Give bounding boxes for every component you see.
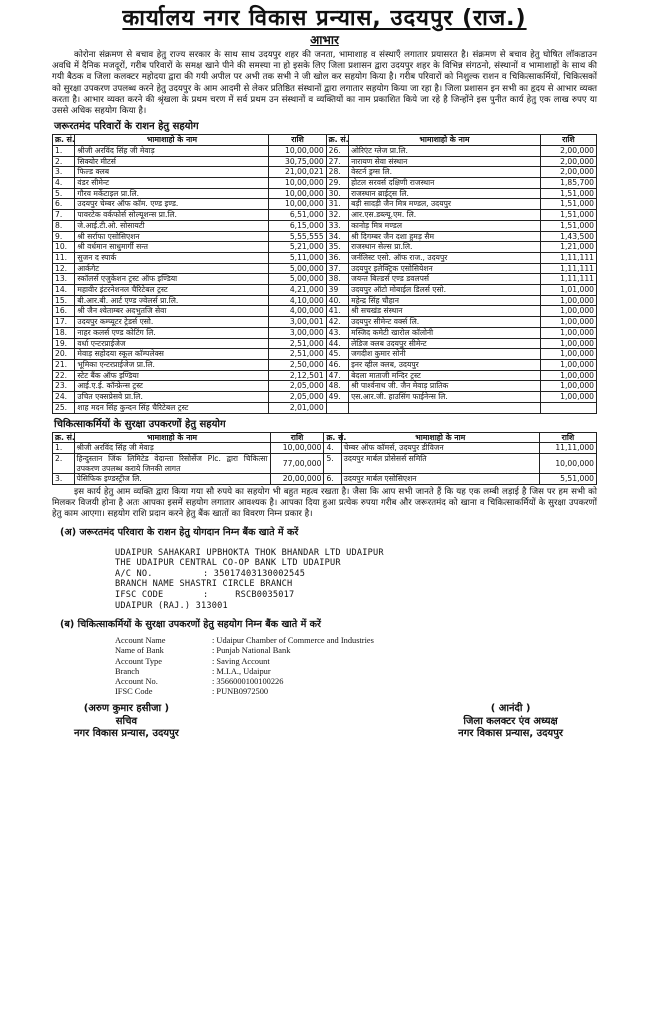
cell-sn: 25. (53, 402, 75, 413)
cell-name: इनर व्हील क्लब, उदयपुर (349, 359, 541, 370)
table-row: 3. पेसिफिक इण्डस्ट्रीज लि. 20,00,000 6. उदयपुर मार्बल एसोसिएशन 5,51,000 (53, 474, 597, 485)
cell-sn: 3. (53, 167, 75, 178)
cell-sn: 21. (53, 359, 75, 370)
cell-amount: 1,11,111 (540, 274, 596, 285)
signature-right: ( आनंदी ) जिला कलक्टर एंव अध्यक्ष नगर विकास प्रन्यास, उदयपुर (458, 703, 563, 740)
cell-name: मस्जिद कमेटी खारोल कॉलोनी (349, 327, 541, 338)
cell-amount: 30,75,000 (269, 156, 326, 167)
cell-sn: 24. (53, 392, 75, 403)
cell-amount: 1,00,000 (540, 295, 596, 306)
cell-name: जे.आई.टी.ओ. सोसायटी (75, 220, 269, 231)
bank-b-row (115, 667, 597, 677)
bank-b-label: IFSC Code (115, 687, 153, 697)
cell-sn: 49. (326, 392, 348, 403)
cell-sn: 32. (326, 210, 348, 221)
cell-name: नारायण सेवा संस्थान (349, 156, 541, 167)
cell-amount (540, 402, 596, 413)
cell-amount: 2,00,000 (540, 167, 596, 178)
cell-amount: 21,00,021 (269, 167, 326, 178)
cell-sn: 7. (53, 210, 75, 221)
bank-a-acno: A/C NO. : 35017403130002545 (115, 568, 306, 579)
cell-sn (326, 402, 348, 413)
cell-sn: 18. (53, 327, 75, 338)
bank-b-value: : M.I.A., Udaipur (212, 666, 271, 676)
signature-left: (अरुण कुमार हसीजा ) सचिव नगर विकास प्रन्यास, उदयपुर (74, 703, 179, 740)
cell-amount: 1,51,000 (540, 210, 596, 221)
cell-sn: 4. (53, 178, 75, 189)
col-name: भामाशाहो के नाम (349, 135, 541, 146)
table-row (53, 381, 597, 392)
cell-sn: 47. (326, 370, 348, 381)
col-sn: क्र. सं. (53, 432, 75, 443)
cell-sn: 17. (53, 317, 75, 328)
cell-amount: 10,00,000 (269, 188, 326, 199)
cell-name: भूमिका एन्टरप्राईजेज प्रा.लि. (75, 359, 269, 370)
cell-sn: 14. (53, 285, 75, 296)
cell-amount: 2,12,501 (269, 370, 326, 381)
col-name: भामाशाहो के नाम (341, 432, 539, 443)
cell-name: जगदीश कुमार सोनी (349, 349, 541, 360)
table-row (53, 338, 597, 349)
cell-name: महावीर इंटरनेशनल चैरिटेबल ट्रस्ट (75, 285, 269, 296)
cell-name: वंडर सीमेन्ट (75, 178, 269, 189)
cell-name: आर.एस.डब्ल्यू.एम. लि. (349, 210, 541, 221)
bank-a-line1: UDAIPUR SAHAKARI UPBHOKTA THOK BHANDAR LTD UDAIPUR (115, 547, 384, 558)
cell-sn: 46. (326, 359, 348, 370)
cell-amount: 10,00,000 (269, 178, 326, 189)
cell-amount: 10,00,000 (269, 145, 326, 156)
cell-name: होटल सरवर्स दक्षिणी राजस्थान (349, 178, 541, 189)
medical-heading: चिकित्साकर्मियों के सुरक्षा उपकरणों हेतु सहयोग (54, 418, 226, 430)
cell-name: शाह मदन सिंह कुन्दन सिंह चैरिटेबल ट्रस्ट (75, 402, 269, 413)
bank-a-ifsc: IFSC CODE : RSCB0035017 (115, 590, 295, 600)
cell-sn: 33. (326, 220, 348, 231)
cell-amount: 1,00,000 (540, 349, 596, 360)
cell-amount: 2,05,000 (269, 381, 326, 392)
cell-sn: 8. (53, 220, 75, 231)
cell-amount: 4,21,000 (269, 285, 326, 296)
cell-sn: 19. (53, 338, 75, 349)
table-row (53, 306, 597, 317)
cell-amount: 2,50,000 (269, 359, 326, 370)
table-row (53, 231, 597, 242)
cell-sn: 30. (326, 188, 348, 199)
col-amount: राशि (269, 135, 326, 146)
cell-name: नाहर कलर्स एण्ड कोटिंग लि. (75, 327, 269, 338)
bank-b-value: : Udaipur Chamber of Commerce and Industries (212, 636, 374, 646)
cell-amount: 2,00,000 (540, 156, 596, 167)
cell-amount: 6,51,000 (269, 210, 326, 221)
cell-name: जयन्त बिल्डर्स एण्ड डवलपर्स (349, 274, 541, 285)
bank-b-label: Branch (115, 666, 140, 676)
cell-amount: 1,11,111 (540, 263, 596, 274)
cell-sn: 45. (326, 349, 348, 360)
cell-name: राजस्थान ब्राईट्स लि. (349, 188, 541, 199)
table-row (53, 349, 597, 360)
cell-sn: 5. (53, 188, 75, 199)
table-row (53, 370, 597, 381)
table-row (53, 274, 597, 285)
cell-sn: 39 (326, 285, 348, 296)
bank-b-details (115, 636, 597, 697)
medical-table-header (53, 432, 597, 443)
col-sn: क्र. सं. (324, 432, 341, 443)
table-row (53, 252, 597, 263)
table-row (53, 188, 597, 199)
cell-sn: 16. (53, 306, 75, 317)
cell-name: श्री सचखंड संस्थान (349, 306, 541, 317)
cell-sn: 12. (53, 263, 75, 274)
table-row (53, 317, 597, 328)
bank-a-line2: THE UDAIPUR CENTRAL CO-OP BANK LTD UDAIPUR (115, 558, 341, 569)
cell-sn: 41. (326, 306, 348, 317)
cell-amount: 3,00,001 (269, 317, 326, 328)
cell-sn: 15. (53, 295, 75, 306)
cell-sn: 48. (326, 381, 348, 392)
cell-sn: 37. (326, 263, 348, 274)
table-row: 2. हिन्दुस्तान जिंक लिमिटेड वेदान्ता रिसोर्सेज Plc. द्वारा चिकित्सा उपकरण उपलब्ध कराये जिनकी लागत 77,00,000 5. उदयपुर मार्बल प्रोसेसर्स समिति 10,00,000 (53, 453, 597, 473)
cell-amount: 10,00,000 (269, 199, 326, 210)
cell-name: आर्कगेट (75, 263, 269, 274)
cell-sn: 35. (326, 242, 348, 253)
cell-amount: 4,10,000 (269, 295, 326, 306)
cell-amount: 1,00,000 (540, 306, 596, 317)
col-name: भामाशाहो के नाम (74, 432, 270, 443)
cell-sn: 10. (53, 242, 75, 253)
cell-name: श्री पार्श्वनाथ जी. जैन मेवाड़ प्रातिक (349, 381, 541, 392)
bank-b-value: : 3566000100100226 (212, 677, 284, 686)
cell-name: उदयपुर कम्प्यूटर ट्रेडर्स एसो. (75, 317, 269, 328)
table-row (53, 156, 597, 167)
cell-sn: 11. (53, 252, 75, 263)
cell-amount: 1,00,000 (540, 338, 596, 349)
table-row (53, 295, 597, 306)
signature-block (52, 703, 597, 741)
cell-sn: 34. (326, 231, 348, 242)
bank-b-row (115, 636, 597, 646)
cell-amount: 1,00,000 (540, 317, 596, 328)
bank-a-details (115, 548, 597, 612)
cell-amount: 1,00,000 (540, 370, 596, 381)
cell-amount: 1,85,700 (540, 178, 596, 189)
cell-name: बेदला माताजी मन्दिर ट्रस्ट (349, 370, 541, 381)
bank-b-value: : Saving Account (212, 656, 270, 666)
table-row (53, 199, 597, 210)
cell-name: उदयपुर ऑटो मोबाईल डिलर्स एसो. (349, 285, 541, 296)
ration-heading: जरूरतमंद परिवारों के राशन हेतु सहयोग (54, 121, 199, 133)
cell-amount: 3,00,000 (269, 327, 326, 338)
cell-name: सुजन द स्पार्क (75, 252, 269, 263)
cell-amount: 5,11,000 (269, 252, 326, 263)
bank-b-label: Account Type (115, 656, 162, 666)
cell-name (349, 402, 541, 413)
bank-a-pin: UDAIPUR (RAJ.) 313001 (115, 600, 228, 611)
col-amount: राशि (270, 432, 324, 443)
cell-name: श्री सर्राफा एसोसिएशन (75, 231, 269, 242)
table-row (53, 242, 597, 253)
cell-name: एस.आर.जी. हाउसिंग फाईनेन्स लि. (349, 392, 541, 403)
cell-name: सिक्योर मीटर्स (75, 156, 269, 167)
ration-table (52, 134, 597, 413)
bank-b-row (115, 657, 597, 667)
cell-amount: 5,00,000 (269, 263, 326, 274)
cell-amount: 2,01,000 (269, 402, 326, 413)
cell-amount: 1,43,500 (540, 231, 596, 242)
table-row (53, 285, 597, 296)
cell-name: मेवाड़ सहोदया स्कूल कॉम्पलेक्स (75, 349, 269, 360)
cell-name: श्री जैन श्वेताम्बर अदभुतजि सेवा (75, 306, 269, 317)
table-row (53, 210, 597, 221)
bank-b-label: Account Name (115, 636, 166, 646)
col-name: भामाशाहो के नाम (75, 135, 269, 146)
cell-sn: 9. (53, 231, 75, 242)
cell-name: स्टेट बैंक ऑफ इण्डिया (75, 370, 269, 381)
cell-name: उदयपुर सीमेन्ट वर्क्स लि. (349, 317, 541, 328)
cell-sn: 38. (326, 274, 348, 285)
table-row (53, 178, 597, 189)
cell-amount: 1,21,000 (540, 242, 596, 253)
cell-amount: 1,51,000 (540, 199, 596, 210)
table-row (53, 327, 597, 338)
col-amount: राशि (539, 432, 596, 443)
cell-amount: 2,51,000 (269, 349, 326, 360)
cell-sn: 20. (53, 349, 75, 360)
table-row (53, 167, 597, 178)
cell-sn: 43. (326, 327, 348, 338)
cell-name: लेडिज क्लब उदयपुर सीमेन्ट (349, 338, 541, 349)
table-row (53, 392, 597, 403)
cell-amount: 2,00,000 (540, 145, 596, 156)
bank-a-heading: (अ) जरूरतमंद परिवारा के राशन हेतु योगदान निम्न बैंक खाते में करें (60, 526, 299, 538)
bank-b-row (115, 646, 597, 656)
cell-amount: 1,11,111 (540, 252, 596, 263)
cell-sn: 42. (326, 317, 348, 328)
cell-amount: 1,51,000 (540, 188, 596, 199)
page-subtitle: आभार (310, 33, 339, 47)
bank-b-row (115, 687, 597, 697)
cell-name: श्री दिगम्बर जैन दशा हुमड़ सैम (349, 231, 541, 242)
cell-sn: 36. (326, 252, 348, 263)
cell-amount: 1,51,000 (540, 220, 596, 231)
cell-name: उचित एक्सप्रेसवे प्रा.लि. (75, 392, 269, 403)
notice-page (52, 6, 597, 741)
cell-sn: 40. (326, 295, 348, 306)
table-row (53, 263, 597, 274)
table-row (53, 220, 597, 231)
cell-sn: 1. (53, 145, 75, 156)
cell-amount: 6,15,000 (269, 220, 326, 231)
cell-sn: 28. (326, 167, 348, 178)
cell-name: उदयपुर चेम्बर ऑफ कॉम. एण्ड इण्ड. (75, 199, 269, 210)
cell-amount: 1,00,000 (540, 381, 596, 392)
cell-name: जर्नलिस्ट एसो. ऑफ राज., उदयपुर (349, 252, 541, 263)
table-row (53, 402, 597, 413)
bank-b-value: : Punjab National Bank (212, 646, 291, 656)
col-amount: राशि (540, 135, 596, 146)
cell-amount: 1,00,000 (540, 392, 596, 403)
cell-amount: 5,21,000 (269, 242, 326, 253)
closing-paragraph: इस कार्य हेतु आम व्यक्ति द्वारा किया गया सौ रुपये का सहयोग भी बहुत महत्व रखता है। जैसा कि आप सभी जानते हैं कि यह एक लम्बी लड़ाई है जिस पर हम सभी को मिलकर विजयी होना है अतः आपका इसमें सहयोग लगातार आवश्यक है। आपका दिया हुआ प्रत्येक रुपया गरीब और जरूरतमंद को खाना व चिकित्साकर्मियों के सुरक्षा उपकरणों हेतु काम आएगा। सहयोग राशि प्रदान करने हेतु बैंक खातों का विवरण निम्न प्रकार है। (52, 487, 597, 520)
medical-table (52, 432, 597, 486)
cell-name: कानोड़ मित्र मण्डल (349, 220, 541, 231)
bank-b-heading: (ब) चिकित्साकर्मियों के सुरक्षा उपकरणों हेतु सहयोग निम्न बैंक खाते में करें (60, 619, 321, 631)
cell-amount: 5,55,555 (269, 231, 326, 242)
table-row (53, 145, 597, 156)
cell-sn: 22. (53, 370, 75, 381)
cell-sn: 29. (326, 178, 348, 189)
cell-name: वेस्टर्न ड्रग्स लि. (349, 167, 541, 178)
cell-name: उदयपुर इलेक्ट्रिक एसोसियेशन (349, 263, 541, 274)
bank-b-value: : PUNB0972500 (212, 687, 269, 697)
cell-sn: 44. (326, 338, 348, 349)
cell-amount: 4,00,000 (269, 306, 326, 317)
bank-b-row (115, 677, 597, 687)
table-row: 1. श्रीजी अरविंद सिंह जी मेवाड़ 10,00,000 4. चेम्बर ऑफ कॉमर्स, उदयपुर डीविजन 11,11,000 (53, 443, 597, 454)
cell-sn: 6. (53, 199, 75, 210)
cell-name: गौरव मर्केटाइल प्रा.लि. (75, 188, 269, 199)
cell-sn: 27. (326, 156, 348, 167)
cell-sn: 23. (53, 381, 75, 392)
cell-name: फिल्ड क्लब (75, 167, 269, 178)
cell-sn: 26. (326, 145, 348, 156)
cell-name: श्रीजी अरविंद सिंह जी मेवाड़ (75, 145, 269, 156)
cell-name: वर्धा एन्टरप्राईजेज (75, 338, 269, 349)
cell-sn: 2. (53, 156, 75, 167)
cell-name: ओरिएंट ग्लेज प्रा.लि. (349, 145, 541, 156)
cell-amount: 5,00,000 (269, 274, 326, 285)
cell-sn: 31. (326, 199, 348, 210)
cell-amount: 2,05,000 (269, 392, 326, 403)
cell-name: श्री वर्धमान साधुमार्गी सन्त (75, 242, 269, 253)
cell-name: राजस्थान सेल्स प्रा.लि. (349, 242, 541, 253)
cell-amount: 2,51,000 (269, 338, 326, 349)
cell-amount: 1,01,000 (540, 285, 596, 296)
bank-b-label: Name of Bank (115, 646, 164, 656)
cell-name: आई.ए.ई. कॉन्फ्रेन्स ट्रस्ट (75, 381, 269, 392)
cell-amount: 1,00,000 (540, 327, 596, 338)
cell-name: बड़ी सादड़ी जैन मित्र मण्डल, उदयपुर (349, 199, 541, 210)
cell-name: बी.आर.बी. आर्ट एण्ड ज्वेलर्स प्रा.लि. (75, 295, 269, 306)
cell-amount: 1,00,000 (540, 359, 596, 370)
cell-name: पावरटेक वर्कफोर्स सोल्यूशन्स प्रा.लि. (75, 210, 269, 221)
col-sn: क्र. सं. (53, 135, 75, 146)
ration-table-header (53, 135, 597, 146)
intro-paragraph: कोरोना संक्रमण से बचाव हेतु राज्य सरकार के साथ साथ उदयपुर शहर की जनता, भामाशाह व संस्थाएँ लगातार प्रयासरत है। संक्रमण से बचाव हेतु घोषित लॉकडाउन अवधि में दैनिक मजदूरों, गरीब परिवारों के समक्ष खाने पीने की समस्या ना हो इसके लिए जिला प्रशासन द्वारा उदयपुर शहर के विभिन्न संगठनो, संस्थानों व भामाशाहों के साथ की गयी बैठक व जिला कलक्टर महोदया द्वारा की गयी अपील पर अभी तक सभी ने जी खोल कर सहयोग किया है। गरीब परिवारों को निशुल्क राशन व चिकित्साकर्मियों, चिकित्सकों को सुरक्षा उपकरण उपलब्ध करने हेतु उदयपुर के आम आदमी से लेकर प्रतिष्ठित संस्थानों द्वारा लगातार सहयोग किया जा रहा है। जिला प्रशासन इन सभी का हृदय से आभार व्यक्त करता है। आभार व्यक्त करने की श्रृंखला के प्रथम चरण में सर्व प्रथम उन संस्थानों व व्यक्तियों का नाम प्रकाशित किये जा रहे है जिन्होंने इस पुनीत कार्य हेतु एक लाख रुपए या उससे अधिक सहयोग किया है। (52, 50, 597, 117)
bank-b-label: Account No. (115, 677, 158, 686)
table-row (53, 359, 597, 370)
col-sn: क्र. सं. (326, 135, 348, 146)
cell-sn: 13. (53, 274, 75, 285)
cell-name: महेन्द्र सिंह चौहान (349, 295, 541, 306)
page-title: कार्यालय नगर विकास प्रन्यास, उदयपुर (राज.) (122, 6, 527, 31)
bank-a-branch: BRANCH NAME SHASTRI CIRCLE BRANCH (115, 579, 293, 590)
cell-name: स्कॉलर्स एजुकेशन ट्रस्ट ऑफ इण्डिया (75, 274, 269, 285)
